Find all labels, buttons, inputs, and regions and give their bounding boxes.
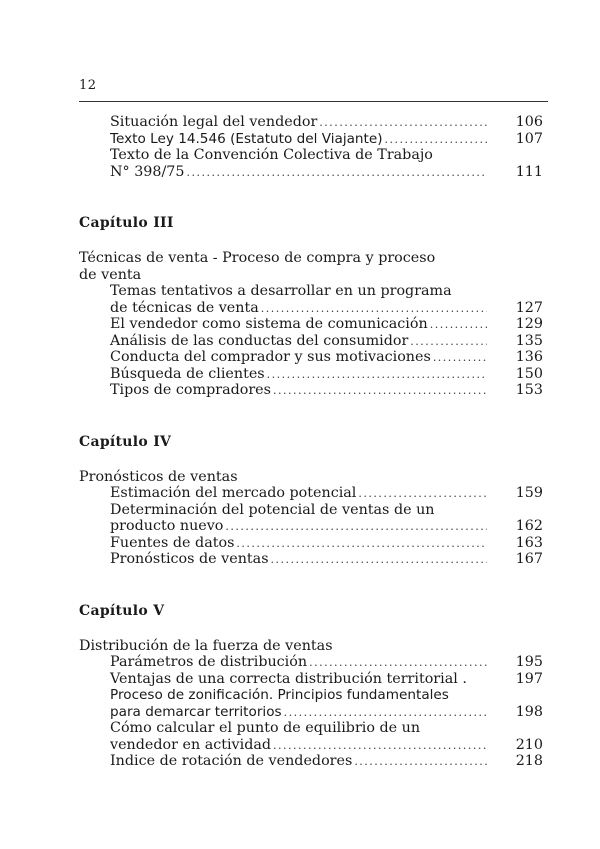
toc-leader	[187, 165, 487, 182]
toc-leader	[225, 519, 487, 536]
toc-entry-text: producto nuevo	[110, 518, 224, 534]
toc-entry	[79, 366, 549, 383]
toc-leader	[273, 738, 487, 755]
header-rule	[79, 101, 548, 102]
toc-entry	[79, 485, 549, 502]
toc-entry	[79, 131, 549, 148]
toc-entry	[79, 164, 549, 181]
chapter-heading: Capítulo IV	[79, 433, 172, 450]
toc-entry-text: Estimación del mercado potencial	[110, 485, 357, 501]
chapter-section-title: Pronósticos de ventas	[79, 468, 238, 485]
toc-leader	[236, 536, 487, 553]
toc-entry-text: El vendedor como sistema de comunicación	[110, 316, 428, 332]
toc-entry	[79, 147, 549, 164]
toc-entry	[79, 518, 549, 535]
toc-entry-page: 162	[515, 518, 543, 534]
toc-entry-page: 197	[515, 670, 543, 687]
chapter-heading: Capítulo V	[79, 602, 165, 619]
toc-entry-page: 136	[515, 349, 543, 365]
toc-entry	[79, 687, 549, 704]
toc-entry	[79, 114, 549, 131]
toc-leader	[309, 655, 487, 672]
toc-entry	[79, 737, 549, 754]
table-of-contents	[79, 114, 549, 770]
toc-entry	[79, 551, 549, 568]
toc-entry-text: Ventajas de una correcta distribución territorial .	[110, 670, 467, 687]
toc-entry-page: 167	[515, 551, 543, 567]
toc-leader	[410, 334, 487, 351]
toc-entry	[79, 382, 549, 399]
toc-entry-text: Temas tentativos a desarrollar en un programa	[110, 283, 452, 299]
toc-entry-page: 107	[515, 130, 543, 147]
toc-entry	[79, 671, 549, 688]
toc-entry-page: 150	[515, 365, 543, 382]
toc-entry-page: 163	[515, 534, 543, 551]
toc-entry-text: Proceso de zonificación. Principios fundamentales	[110, 687, 449, 703]
toc-entry-text: Texto de la Convención Colectiva de Trabajo	[110, 147, 433, 163]
chapter-section-title: Técnicas de venta - Proceso de compra y proceso	[79, 250, 436, 266]
toc-leader	[261, 301, 487, 318]
chapter-section-title: de venta	[79, 266, 142, 283]
toc-entry-text: Parámetros de distribución	[110, 654, 308, 670]
toc-entry-text: Conducta del comprador y sus motivaciones	[110, 349, 431, 365]
toc-leader	[271, 552, 487, 569]
toc-leader	[433, 350, 487, 367]
toc-entry-text: Determinación del potencial de ventas de un	[110, 501, 435, 518]
toc-entry-text: para demarcar territorios	[110, 703, 282, 720]
toc-entry	[79, 535, 549, 552]
toc-entry-page: 210	[515, 736, 543, 753]
toc-entry-text: Pronósticos de ventas	[110, 551, 269, 567]
toc-entry	[79, 753, 549, 770]
toc-entry-text: vendedor en actividad	[110, 736, 272, 753]
chapter-heading: Capítulo III	[79, 215, 174, 231]
toc-entry	[79, 502, 549, 519]
toc-entry-text: de técnicas de venta	[110, 299, 259, 316]
toc-leader	[267, 367, 487, 384]
toc-entry	[79, 654, 549, 671]
toc-entry	[79, 720, 549, 737]
toc-entry-page: 195	[515, 654, 543, 670]
page-number: 12	[79, 78, 97, 93]
toc-entry	[79, 300, 549, 317]
toc-entry-page: 135	[515, 332, 543, 349]
toc-entry-page: 111	[515, 163, 543, 180]
toc-entry-text: Tipos de compradores	[110, 382, 271, 398]
toc-entry-page: 129	[515, 316, 543, 332]
toc-leader	[319, 115, 487, 132]
toc-entry-page: 127	[515, 299, 543, 316]
toc-leader	[273, 383, 487, 400]
toc-leader	[354, 754, 487, 771]
toc-entry	[79, 333, 549, 350]
toc-leader	[430, 317, 487, 334]
toc-entry-text: Búsqueda de clientes	[110, 365, 265, 382]
toc-entry-page: 198	[515, 703, 543, 720]
toc-leader	[284, 705, 487, 722]
toc-entry-text: Situación legal del vendedor	[110, 114, 318, 130]
toc-entry	[79, 349, 549, 366]
toc-entry-text: Cómo calcular el punto de equilibrio de un	[110, 720, 421, 736]
toc-entry-text: Fuentes de datos	[110, 534, 235, 551]
toc-entry-page: 218	[515, 753, 543, 769]
toc-entry	[79, 704, 549, 721]
toc-entry	[79, 316, 549, 333]
toc-entry	[79, 283, 549, 300]
toc-entry-page: 159	[515, 485, 543, 501]
toc-entry-text: Análisis de las conductas del consumidor	[110, 332, 409, 349]
toc-entry-page: 153	[515, 382, 543, 398]
toc-entry-text: N° 398/75	[110, 163, 185, 180]
toc-entry-text: Texto Ley 14.546 (Estatuto del Viajante)	[110, 130, 383, 147]
toc-entry-text: Indice de rotación de vendedores	[110, 753, 353, 769]
toc-entry-page: 106	[515, 114, 543, 130]
toc-leader	[385, 132, 487, 149]
chapter-section-title: Distribución de la fuerza de ventas	[79, 637, 333, 654]
toc-leader	[358, 486, 487, 503]
